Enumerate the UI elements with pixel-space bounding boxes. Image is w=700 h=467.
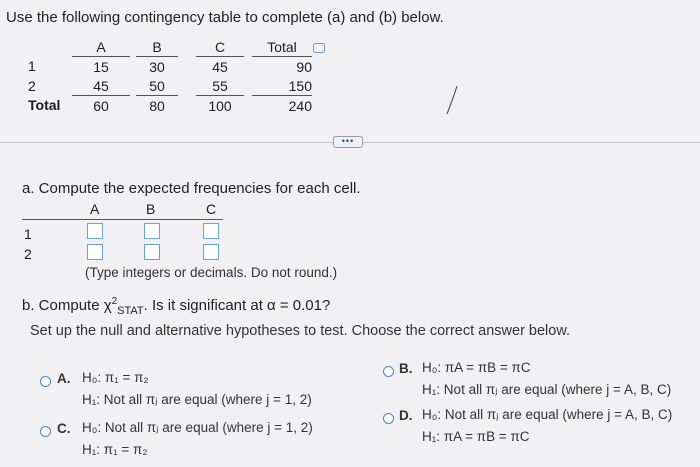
cell: 45: [212, 58, 228, 75]
contingency-table: [28, 37, 312, 115]
option-c-text[interactable]: H₀: Not all πⱼ are equal (where j = 1, 2) H₁: π₁ = π₂: [82, 420, 313, 457]
row-label: 2: [28, 77, 36, 94]
cell: 240: [288, 97, 312, 114]
cell: 150: [252, 76, 312, 96]
option-a-text[interactable]: H₀: π₁ = π₂ H₁: Not all πⱼ are equal (where j = 1, 2): [82, 370, 312, 407]
cell: 55: [196, 76, 244, 96]
option-b-radio[interactable]: [383, 366, 394, 377]
cell: 100: [208, 97, 232, 114]
col-header-b: B: [136, 37, 178, 57]
col-header-c: C: [196, 37, 244, 57]
col-header-total: Total: [252, 37, 312, 57]
option-b-letter: B.: [399, 361, 413, 376]
instructions-text: Use the following contingency table to complete (a) and (b) below.: [6, 9, 444, 26]
col-header-b: B: [146, 201, 156, 217]
col-header-c: C: [206, 201, 217, 217]
part-b-prompt: b. Compute $\chi^2_{STAT}$. Is it significant at α = 0.01?: [22, 296, 331, 317]
input-a2[interactable]: [87, 244, 103, 260]
cell: 90: [296, 58, 312, 75]
more-button[interactable]: •••: [333, 136, 363, 148]
cell: 80: [149, 97, 165, 114]
input-a1[interactable]: [87, 223, 103, 239]
setup-instructions: Set up the null and alternative hypotheses to test. Choose the correct answer below.: [30, 323, 571, 339]
row-label: 1: [24, 226, 32, 242]
part-a-prompt: a. Compute the expected frequencies for each cell.: [22, 180, 361, 197]
option-b-text[interactable]: H₀: πA = πB = πC H₁: Not all πⱼ are equal (where j = A, B, C): [422, 360, 672, 397]
row-label: 1: [28, 58, 36, 75]
cell: 60: [93, 97, 109, 114]
cell: 50: [136, 76, 178, 96]
input-b2[interactable]: [144, 244, 160, 260]
option-d-letter: D.: [399, 408, 413, 423]
option-a-letter: A.: [57, 371, 71, 386]
check-mark-icon: [445, 84, 459, 116]
copy-table-icon[interactable]: [313, 43, 325, 53]
option-d-radio[interactable]: [383, 413, 394, 424]
expected-frequency-table: [22, 201, 232, 265]
header-rule: [22, 219, 223, 220]
input-hint: (Type integers or decimals. Do not round.): [85, 265, 338, 280]
option-c-letter: C.: [57, 421, 71, 436]
cell: 30: [149, 58, 165, 75]
option-d-text[interactable]: H₀: Not all πⱼ are equal (where j = A, B, C) H₁: πA = πB = πC: [422, 407, 673, 444]
option-c-radio[interactable]: [40, 426, 51, 437]
row-label: Total: [28, 97, 61, 114]
input-b1[interactable]: [144, 223, 160, 239]
col-header-a: A: [90, 201, 100, 217]
input-c1[interactable]: [203, 223, 219, 239]
cell: 15: [93, 58, 109, 75]
option-a-radio[interactable]: [40, 376, 51, 387]
col-header-a: A: [72, 37, 130, 57]
cell: 45: [72, 76, 130, 96]
row-label: 2: [24, 246, 32, 262]
input-c2[interactable]: [203, 244, 219, 260]
